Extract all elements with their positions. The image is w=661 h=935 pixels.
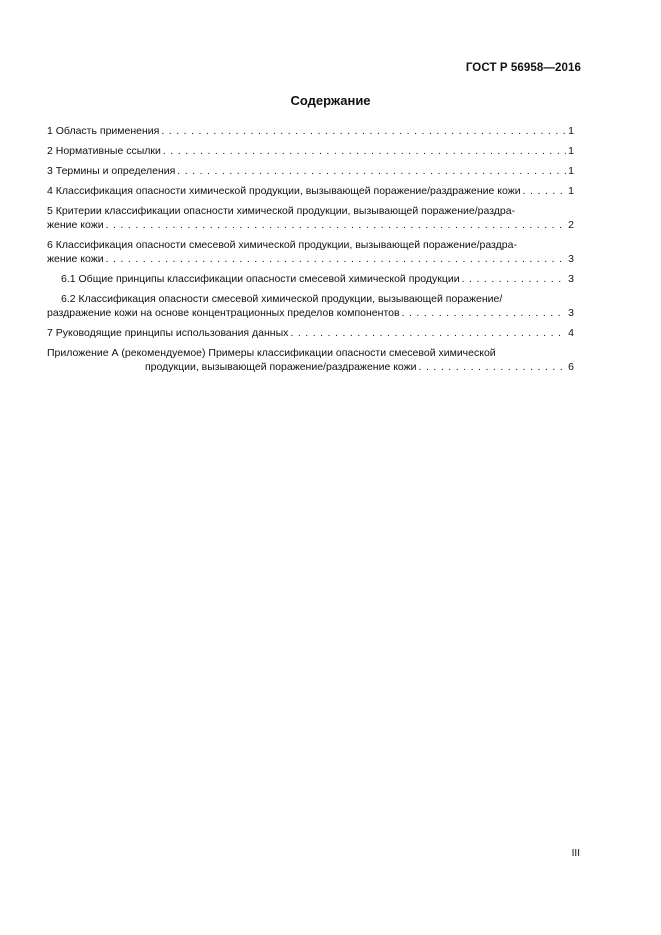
toc-entry[interactable] — [47, 204, 574, 232]
dot-leader — [419, 360, 567, 374]
toc-entry-text: 4 Классификация опасности химической продукции, вызывающей поражение/раздражение кожи — [47, 185, 521, 197]
toc-entry-text: 6.1 Общие принципы классификации опасности смесевой химической продукции — [61, 273, 460, 285]
toc-entry-page: 1 — [568, 185, 574, 197]
toc-entry-text: 6 Классификация опасности смесевой химической продукции, вызывающей поражение/раздра- — [47, 239, 517, 251]
page-number: III — [571, 848, 580, 859]
toc-title: Содержание — [290, 93, 371, 108]
toc-entry[interactable] — [47, 124, 574, 138]
toc-entry-text: 1 Область применения — [47, 125, 160, 137]
dot-leader — [523, 184, 567, 198]
toc-entry[interactable] — [47, 238, 574, 266]
toc-entry[interactable] — [47, 326, 574, 340]
toc-entry-text-continued: жение кожи — [47, 253, 104, 265]
toc-entry-page: 1 — [568, 145, 574, 157]
dot-leader — [161, 124, 566, 138]
toc-entry[interactable] — [47, 144, 574, 158]
dot-leader — [106, 218, 567, 232]
toc-entry-page: 1 — [568, 165, 574, 177]
table-of-contents — [47, 124, 574, 380]
toc-subentry[interactable] — [47, 272, 574, 286]
toc-entry-page: 6 — [568, 361, 574, 373]
dot-leader — [163, 144, 566, 158]
dot-leader — [402, 306, 567, 320]
toc-entry-text-continued: продукции, вызывающей поражение/раздражение кожи — [145, 361, 417, 373]
document-code: ГОСТ Р 56958—2016 — [465, 62, 581, 74]
toc-entry-page: 1 — [568, 125, 574, 137]
toc-subentry[interactable] — [47, 292, 574, 320]
toc-entry-text: 7 Руководящие принципы использования данных — [47, 327, 289, 339]
dot-leader — [106, 252, 567, 266]
toc-entry[interactable] — [47, 164, 574, 178]
toc-entry-text: 3 Термины и определения — [47, 165, 176, 177]
dot-leader — [177, 164, 566, 178]
toc-entry-page: 3 — [568, 273, 574, 285]
dot-leader — [290, 326, 566, 340]
toc-entry[interactable] — [47, 184, 574, 198]
dot-leader — [462, 272, 567, 286]
toc-entry-text: 2 Нормативные ссылки — [47, 145, 161, 157]
toc-appendix-entry[interactable] — [47, 346, 574, 374]
toc-entry-page: 3 — [568, 253, 574, 265]
toc-entry-text: 6.2 Классификация опасности смесевой химической продукции, вызывающей поражение/ — [61, 293, 503, 305]
toc-entry-page: 3 — [568, 307, 574, 319]
toc-entry-text-continued: жение кожи — [47, 219, 104, 231]
toc-entry-page: 2 — [568, 219, 574, 231]
toc-entry-text: 5 Критерии классификации опасности химической продукции, вызывающей поражение/раздра- — [47, 205, 516, 217]
toc-entry-text: Приложение А (рекомендуемое) Примеры классификации опасности смесевой химической — [47, 347, 496, 359]
toc-entry-text-continued: раздражение кожи на основе концентрационных пределов компонентов — [47, 307, 400, 319]
toc-entry-page: 4 — [568, 327, 574, 339]
